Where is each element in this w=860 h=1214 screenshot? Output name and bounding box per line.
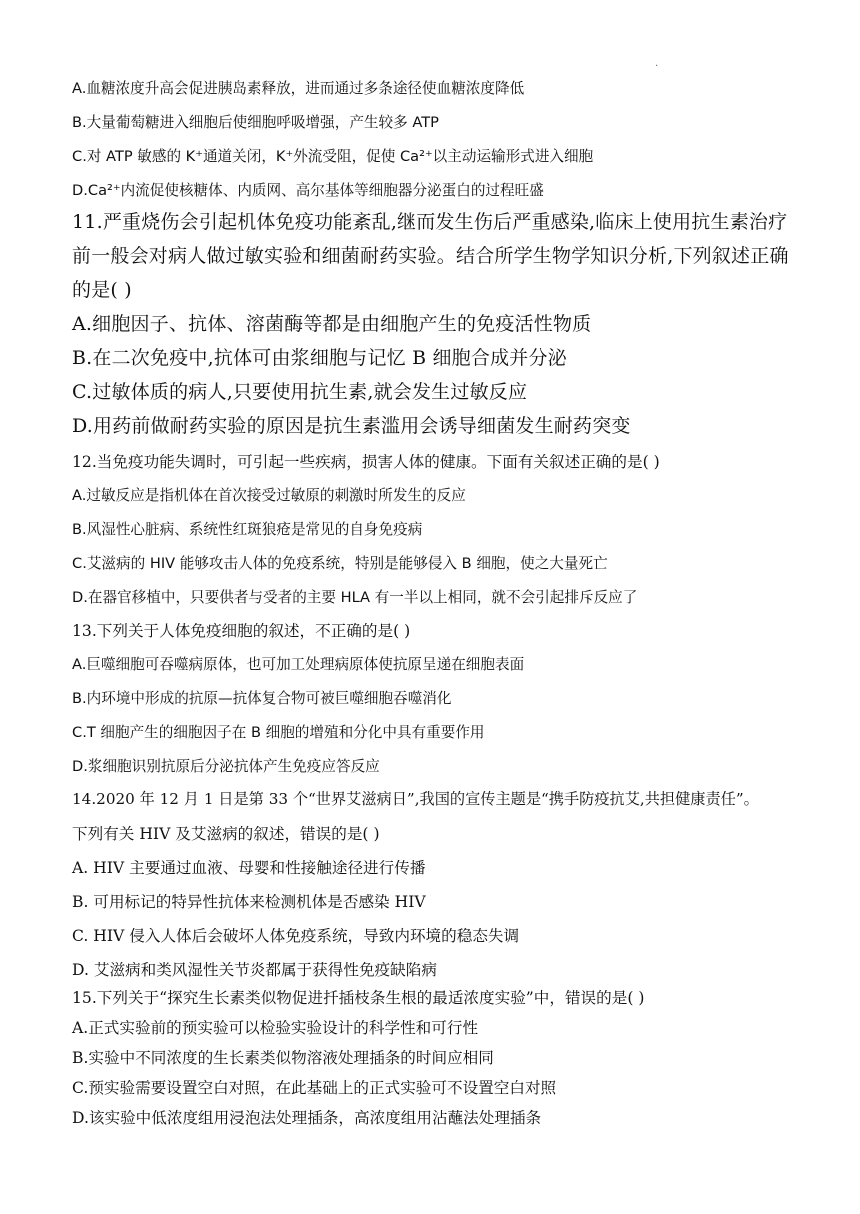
q11-option-a: A.细胞因子、抗体、溶菌酶等都是由细胞产生的免疫活性物质	[72, 313, 592, 335]
q15-option-d: D.该实验中低浓度组用浸泡法处理插条，高浓度组用沾蘸法处理插条	[72, 1109, 542, 1127]
q14-option-d: D. 艾滋病和类风湿性关节炎都属于获得性免疫缺陷病	[72, 961, 437, 979]
q14-option-b: B. 可用标记的特异性抗体来检测机体是否感染 HIV	[72, 893, 426, 911]
q13-option-c: C.T 细胞产生的细胞因子在 B 细胞的增殖和分化中具有重要作用	[72, 724, 485, 741]
q14-option-a: A. HIV 主要通过血液、母婴和性接触途径进行传播	[72, 859, 426, 877]
q11-stem-line-1: 11.严重烧伤会引起机体免疫功能紊乱,继而发生伤后严重感染,临床上使用抗生素治疗	[72, 211, 788, 233]
q14-stem-line-1: 14.2020 年 12 月 1 日是第 33 个“世界艾滋病日”,我国的宣传主题是“携手防疫抗艾,共担健康责任”。	[72, 790, 759, 808]
q12-option-a: A.过敏反应是指机体在首次接受过敏原的刺激时所发生的反应	[72, 487, 466, 504]
q15-option-b: B.实验中不同浓度的生长素类似物溶液处理插条的时间应相同	[72, 1049, 494, 1067]
q13-option-a: A.巨噬细胞可吞噬病原体，也可加工处理病原体使抗原呈递在细胞表面	[72, 656, 525, 673]
q11-stem-line-3: 的是( )	[72, 279, 132, 301]
q12-option-d: D.在器官移植中，只要供者与受者的主要 HLA 有一半以上相同，就不会引起排斥反应了	[72, 589, 638, 606]
q13-option-b: B.内环境中形成的抗原—抗体复合物可被巨噬细胞吞噬消化	[72, 690, 452, 707]
q15-option-c: C.预实验需要设置空白对照，在此基础上的正式实验可不设置空白对照	[72, 1079, 557, 1097]
q15-option-a: A.正式实验前的预实验可以检验实验设计的科学性和可行性	[72, 1019, 479, 1037]
q12-option-c: C.艾滋病的 HIV 能够攻击人体的免疫系统，特别是能够侵入 B 细胞，使之大量死亡	[72, 555, 608, 572]
q13-option-d: D.浆细胞识别抗原后分泌抗体产生免疫应答反应	[72, 758, 380, 775]
q11-option-d: D.用药前做耐药实验的原因是抗生素滥用会诱导细菌发生耐药突变	[72, 415, 631, 437]
q13-stem: 13.下列关于人体免疫细胞的叙述，不正确的是( )	[72, 622, 411, 640]
q10-option-c: C.对 ATP 敏感的 K⁺通道关闭，K⁺外流受阻，促使 Ca²⁺以主动运输形式进入细胞	[72, 148, 594, 165]
q10-option-a: A.血糖浓度升高会促进胰岛素释放，进而通过多条途径使血糖浓度降低	[72, 80, 525, 97]
q10-option-b: B.大量葡萄糖进入细胞后使细胞呼吸增强，产生较多 ATP	[72, 114, 439, 131]
q11-option-b: B.在二次免疫中,抗体可由浆细胞与记忆 B 细胞合成并分泌	[72, 347, 567, 369]
q15-stem: 15.下列关于“探究生长素类似物促进扦插枝条生根的最适浓度实验”中，错误的是( )	[72, 989, 645, 1007]
q14-option-c: C. HIV 侵入人体后会破坏人体免疫系统，导致内环境的稳态失调	[72, 927, 520, 945]
q14-stem-line-2: 下列有关 HIV 及艾滋病的叙述，错误的是( )	[72, 825, 380, 843]
q11-stem-line-2: 前一般会对病人做过敏实验和细菌耐药实验。结合所学生物学知识分析,下列叙述正确	[72, 245, 789, 267]
q12-option-b: B.风湿性心脏病、系统性红斑狼疮是常见的自身免疫病	[72, 521, 423, 538]
header-mark: .	[655, 58, 659, 69]
q11-option-c: C.过敏体质的病人,只要使用抗生素,就会发生过敏反应	[72, 381, 528, 403]
q10-option-d: D.Ca²⁺内流促使核糖体、内质网、高尔基体等细胞器分泌蛋白的过程旺盛	[72, 182, 544, 199]
q12-stem: 12.当免疫功能失调时，可引起一些疾病，损害人体的健康。下面有关叙述正确的是( )	[72, 453, 660, 471]
